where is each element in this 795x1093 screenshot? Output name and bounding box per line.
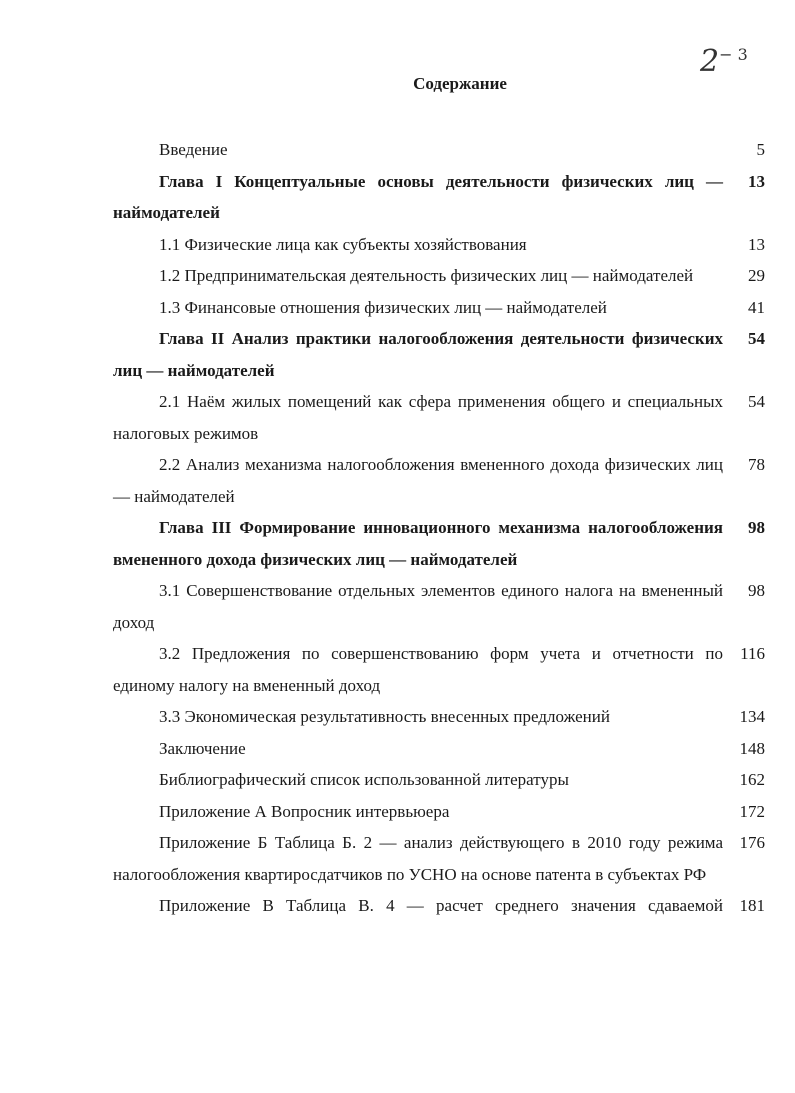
toc-entry-page: 172 — [739, 801, 765, 821]
toc-entry-page: 98 — [748, 518, 765, 537]
toc-entry-text: 3.1 Совершенствование отдельных элементов единого налога на вмененный доход — [113, 581, 723, 632]
toc-entry-text: Библиографический список использованной литературы — [159, 770, 569, 789]
toc-entry-text: Глава I Концептуальные основы деятельности физических лиц — наймодателей — [113, 171, 723, 222]
toc-entry-page: 54 — [748, 392, 765, 411]
toc-entry-text: 1.3 Финансовые отношения физических лиц — наймодателей — [159, 297, 607, 317]
toc-entry-text: 3.2 Предложения по совершенствованию форм учета и отчетности по единому налогу на вмененный доход — [113, 644, 723, 695]
toc-entry-page: 162 — [739, 770, 765, 789]
toc-entry-text: 1.2 Предпринимательская деятельность физических лиц — наймодателей — [159, 266, 694, 285]
toc-entry-text: 1.1 Физические лица как субъекты хозяйствования — [159, 234, 527, 254]
toc-entry-page: 29 — [748, 266, 765, 285]
handwritten-page-suffix: − 3 — [719, 45, 748, 64]
toc-entry-text: Глава II Анализ практики налогообложения деятельности физических лиц — наймодателей — [113, 329, 723, 380]
toc-entry-section-2-1 — [113, 386, 765, 449]
toc-entry-conclusion — [113, 733, 765, 765]
toc-entry-chapter-2 — [113, 323, 765, 386]
toc-entry-section-2-2 — [113, 449, 765, 512]
toc-entry-section-1-3 — [113, 292, 765, 324]
toc-entry-text: 2.1 Наём жилых помещений как сфера применения общего и специальных налоговых режимов — [113, 392, 723, 443]
toc-entry-page: 41 — [748, 297, 765, 317]
toc-entry-page: 5 — [756, 140, 765, 159]
toc-entry-page: 13 — [748, 171, 765, 191]
toc-entry-text: 2.2 Анализ механизма налогообложения вмененного дохода физических лиц — наймодателей — [113, 455, 723, 506]
handwritten-page-main: 2 — [700, 44, 720, 79]
toc-entry-appendix-a — [113, 796, 765, 828]
toc-entry-appendix-b — [113, 827, 765, 890]
toc-entry-page: 148 — [739, 738, 765, 758]
toc-entry-section-1-1 — [113, 229, 765, 261]
toc-entry-page: 181 — [739, 896, 765, 915]
toc-entry-chapter-1 — [113, 166, 765, 229]
toc-entry-page: 98 — [748, 581, 765, 600]
toc-entry-section-1-2 — [113, 260, 765, 292]
toc-entry-section-3-3 — [113, 701, 765, 733]
toc-entry-page: 54 — [748, 329, 765, 348]
toc-entry-appendix-v — [113, 890, 765, 922]
page-title: Содержание — [413, 74, 507, 93]
toc-entry-page: 116 — [740, 644, 765, 663]
toc-entry-bibliography — [113, 764, 765, 796]
toc-entry-section-3-1 — [113, 575, 765, 638]
toc-entry-page: 176 — [739, 833, 765, 852]
toc-entry-page: 13 — [748, 234, 765, 254]
toc-entry-text: Приложение Б Таблица Б. 2 — анализ действующего в 2010 году режима налогообложения квартиросдатчиков по УСНО на основе патента в субъектах РФ — [113, 833, 723, 884]
toc-entry-chapter-3 — [113, 512, 765, 575]
toc-entry-introduction — [113, 134, 765, 166]
toc-entry-text: Глава III Формирование инновационного механизма налогообложения вмененного дохода физических лиц — наймодателей — [113, 518, 723, 569]
toc-entry-text: 3.3 Экономическая результативность внесенных предложений — [159, 707, 610, 726]
toc-entry-text: Приложение А Вопросник интервьюера — [159, 801, 450, 821]
toc-entry-text: Приложение В Таблица В. 4 — расчет среднего значения сдаваемой — [159, 896, 723, 915]
toc-entry-text: Введение — [159, 140, 228, 159]
toc-entry-section-3-2 — [113, 638, 765, 701]
toc-entry-text: Заключение — [159, 738, 246, 758]
table-of-contents — [113, 134, 765, 922]
toc-entry-page: 134 — [739, 707, 765, 726]
toc-entry-page: 78 — [748, 455, 765, 474]
